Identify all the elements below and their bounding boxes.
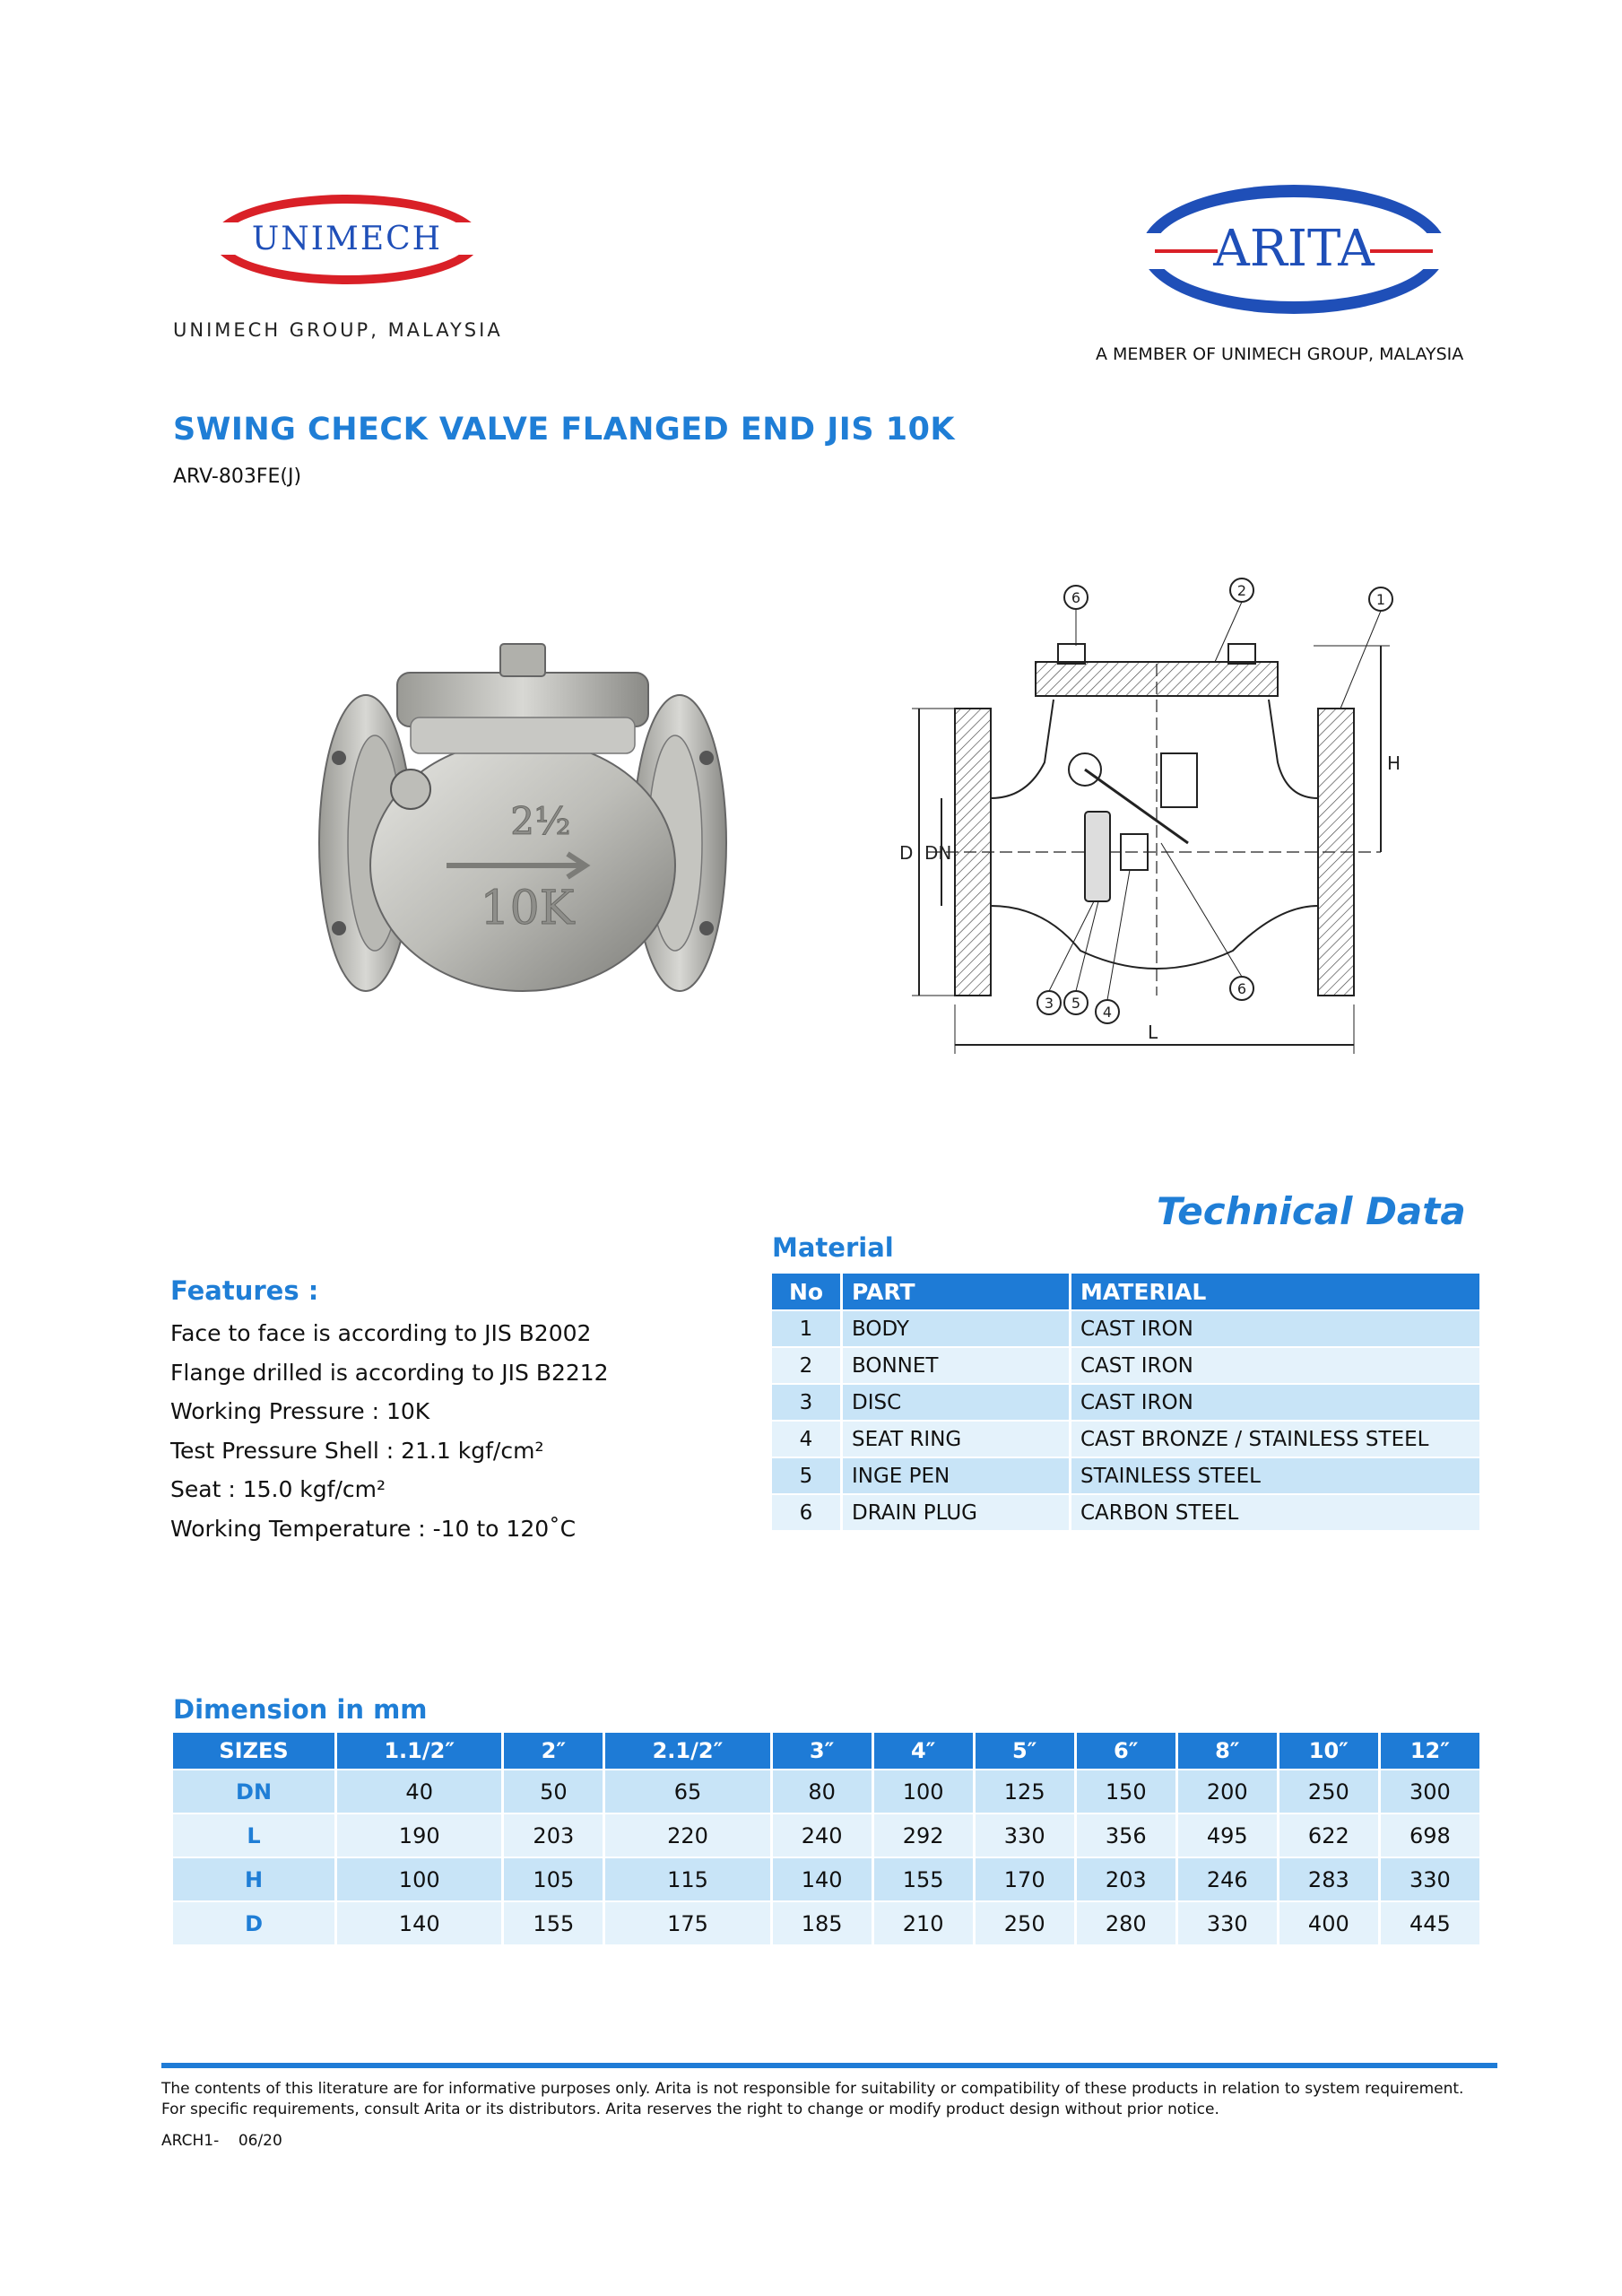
- valve-photo: [312, 619, 733, 1022]
- table-row: [772, 1346, 1482, 1383]
- material-no: 1: [772, 1309, 843, 1346]
- table-row: [772, 1420, 1482, 1457]
- table-row: [772, 1457, 1482, 1493]
- callout-4: 4: [1102, 1004, 1113, 1021]
- dim-col-size: 8″: [1178, 1733, 1279, 1769]
- material-table-header: [772, 1274, 1482, 1309]
- material-part: SEAT RING: [843, 1420, 1071, 1457]
- dim-cell: 185: [773, 1900, 874, 1944]
- table-row: [173, 1813, 1482, 1857]
- dim-col-size: 3″: [773, 1733, 874, 1769]
- feature-item: Working Pressure : 10K: [170, 1398, 430, 1424]
- dim-cell: 203: [1077, 1857, 1178, 1900]
- material-no: 3: [772, 1383, 843, 1420]
- dim-cell: 140: [773, 1857, 874, 1900]
- dim-cell: 115: [605, 1857, 772, 1900]
- dim-cell: 100: [337, 1857, 504, 1900]
- dim-col-size: 10″: [1279, 1733, 1381, 1769]
- material-no: 2: [772, 1346, 843, 1383]
- feature-item: Test Pressure Shell : 21.1 kgf/cm²: [170, 1437, 544, 1464]
- dim-cell: 40: [337, 1769, 504, 1813]
- photo-size-marking: 2½: [510, 799, 571, 843]
- feature-item: Seat : 15.0 kgf/cm²: [170, 1476, 386, 1502]
- dim-col-size: 2″: [504, 1733, 605, 1769]
- material-part: INGE PEN: [843, 1457, 1071, 1493]
- dim-cell: 330: [1381, 1857, 1482, 1900]
- dim-cell: 155: [504, 1900, 605, 1944]
- dim-cell: 300: [1381, 1769, 1482, 1813]
- arita-logo: [1137, 179, 1451, 318]
- dim-cell: 100: [874, 1769, 976, 1813]
- table-row: [772, 1383, 1482, 1420]
- dim-cell: 445: [1381, 1900, 1482, 1944]
- callout-5: 5: [1071, 995, 1081, 1012]
- material-value: CAST IRON: [1071, 1346, 1482, 1383]
- dim-cell: 698: [1381, 1813, 1482, 1857]
- dim-cell: 210: [874, 1900, 976, 1944]
- dim-label-dn: DN: [924, 842, 952, 864]
- callout-6-bottom: 6: [1236, 980, 1247, 997]
- callout-3: 3: [1044, 995, 1054, 1012]
- dim-cell: 170: [976, 1857, 1077, 1900]
- dim-cell: 280: [1077, 1900, 1178, 1944]
- dim-col-size: 5″: [976, 1733, 1077, 1769]
- dim-row-label: H: [173, 1857, 337, 1900]
- material-part: DRAIN PLUG: [843, 1493, 1071, 1530]
- material-no: 5: [772, 1457, 843, 1493]
- dim-col-sizes: SIZES: [173, 1733, 337, 1769]
- disclaimer-line: The contents of this literature are for informative purposes only. Arita is not responsible for suitability or compatibility of these products in relation to system requirement.: [161, 2080, 1464, 2098]
- dim-cell: 283: [1279, 1857, 1381, 1900]
- dim-cell: 292: [874, 1813, 976, 1857]
- dim-cell: 246: [1178, 1857, 1279, 1900]
- material-value: STAINLESS STEEL: [1071, 1457, 1482, 1493]
- dim-col-size: 2.1/2″: [605, 1733, 772, 1769]
- dim-cell: 80: [773, 1769, 874, 1813]
- material-value: CAST IRON: [1071, 1383, 1482, 1420]
- feature-item: Flange drilled is according to JIS B2212: [170, 1359, 609, 1386]
- table-row: [772, 1493, 1482, 1530]
- unimech-logo: [208, 190, 486, 289]
- dimension-table: [173, 1733, 1482, 1944]
- unimech-logo-text: UNIMECH: [251, 221, 443, 257]
- photo-rating-marking: 10K: [480, 882, 575, 935]
- dim-cell: 495: [1178, 1813, 1279, 1857]
- dim-cell: 175: [605, 1900, 772, 1944]
- material-no: 6: [772, 1493, 843, 1530]
- table-row: [173, 1900, 1482, 1944]
- dim-col-size: 1.1/2″: [337, 1733, 504, 1769]
- technical-data-title: Technical Data: [1157, 1189, 1466, 1233]
- dim-row-label: L: [173, 1813, 337, 1857]
- material-part: BODY: [843, 1309, 1071, 1346]
- dim-cell: 150: [1077, 1769, 1178, 1813]
- features-list: [170, 1314, 609, 1548]
- disclaimer: [161, 2079, 1506, 2120]
- material-value: CAST BRONZE / STAINLESS STEEL: [1071, 1420, 1482, 1457]
- material-table: [772, 1274, 1482, 1530]
- dim-cell: 240: [773, 1813, 874, 1857]
- dim-cell: 203: [504, 1813, 605, 1857]
- dim-cell: 140: [337, 1900, 504, 1944]
- dim-cell: 356: [1077, 1813, 1178, 1857]
- dimension-title: Dimension in mm: [173, 1694, 428, 1725]
- material-label: Material: [772, 1232, 894, 1263]
- dim-cell: 220: [605, 1813, 772, 1857]
- dim-cell: 330: [1178, 1900, 1279, 1944]
- dim-cell: 250: [976, 1900, 1077, 1944]
- product-title: SWING CHECK VALVE FLANGED END JIS 10K: [173, 412, 956, 448]
- material-part: BONNET: [843, 1346, 1071, 1383]
- dimension-table-header: [173, 1733, 1482, 1769]
- material-value: CARBON STEEL: [1071, 1493, 1482, 1530]
- dim-cell: 65: [605, 1769, 772, 1813]
- material-col-no: No: [772, 1274, 843, 1309]
- footer-rule: [161, 2063, 1497, 2068]
- arita-logo-text: ARITA: [1213, 220, 1375, 278]
- dim-cell: 125: [976, 1769, 1077, 1813]
- disclaimer-line: For specific requirements, consult Arita or its distributors. Arita reserves the right to change or modify product design without prior notice.: [161, 2100, 1219, 2118]
- dim-cell: 105: [504, 1857, 605, 1900]
- dim-label-l: L: [1148, 1022, 1158, 1043]
- material-part: DISC: [843, 1383, 1071, 1420]
- dim-cell: 190: [337, 1813, 504, 1857]
- material-no: 4: [772, 1420, 843, 1457]
- document-code: ARCH1- 06/20: [161, 2132, 282, 2150]
- dim-row-label: D: [173, 1900, 337, 1944]
- material-col-part: PART: [843, 1274, 1071, 1309]
- product-model: ARV-803FE(J): [173, 465, 302, 488]
- dim-cell: 400: [1279, 1900, 1381, 1944]
- table-row: [173, 1857, 1482, 1900]
- dim-col-size: 6″: [1077, 1733, 1178, 1769]
- dim-col-size: 4″: [874, 1733, 976, 1769]
- callout-6-top: 6: [1071, 589, 1081, 606]
- callout-1: 1: [1375, 591, 1386, 608]
- dim-cell: 200: [1178, 1769, 1279, 1813]
- table-row: [173, 1769, 1482, 1813]
- valve-section-drawing: [892, 574, 1412, 1072]
- dim-cell: 250: [1279, 1769, 1381, 1813]
- table-row: [772, 1309, 1482, 1346]
- dim-label-d: D: [899, 842, 914, 864]
- dim-cell: 50: [504, 1769, 605, 1813]
- unimech-group-caption: UNIMECH GROUP, MALAYSIA: [173, 319, 503, 341]
- callout-2: 2: [1236, 582, 1247, 599]
- arita-member-caption: A MEMBER OF UNIMECH GROUP, MALAYSIA: [1096, 344, 1464, 364]
- dim-row-label: DN: [173, 1769, 337, 1813]
- feature-item: Face to face is according to JIS B2002: [170, 1320, 592, 1346]
- feature-item: Working Temperature : -10 to 120˚C: [170, 1515, 577, 1542]
- features-title: Features :: [170, 1275, 319, 1306]
- dim-cell: 330: [976, 1813, 1077, 1857]
- material-col-material: MATERIAL: [1071, 1274, 1482, 1309]
- dim-label-h: H: [1387, 752, 1401, 774]
- material-value: CAST IRON: [1071, 1309, 1482, 1346]
- dim-col-size: 12″: [1381, 1733, 1482, 1769]
- dim-cell: 622: [1279, 1813, 1381, 1857]
- dim-cell: 155: [874, 1857, 976, 1900]
